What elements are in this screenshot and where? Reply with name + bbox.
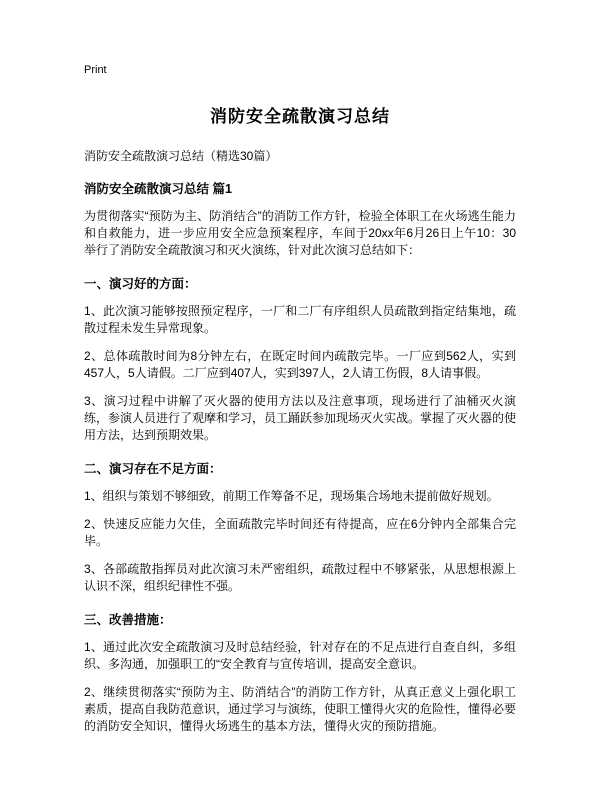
section-heading: 一、演习好的方面： [84,277,197,291]
paragraph: 1、此次演习能够按照预定程序，一厂和二厂有序组织人员疏散到指定结集地，疏散过程未发生异常现象。 [84,304,516,335]
paragraph: 3、各部疏散指挥员对此次演习未严密组织，疏散过程中不够紧张，从思想根源上认识不深，组织纪律性不强。 [84,562,516,593]
section-heading: 三、改善措施： [84,613,172,627]
paragraph: 3、演习过程中讲解了灭火器的使用方法以及注意事项，现场进行了油桶灭火演练，参演人员进行了观摩和学习，员工踊跃参加现场灭火实战。掌握了灭火器的使用方法，达到预期效果。 [84,394,517,442]
section-heading: 二、演习存在不足方面： [84,462,222,476]
paragraph: 2、总体疏散时间为8分钟左右，在既定时间内疏散完毕。一厂应到562人，实到457人，5人请假。二厂应到407人，实到397人，2人请工伤假，8人请事假。 [84,349,516,380]
section-heading: 消防安全疏散演习总结 篇1 [84,182,232,196]
paragraph: 2、继续贯彻落实“预防为主、防消结合”的消防工作方针，从真正意义上强化职工素质，提高自我防范意识，通过学习与演练，使职工懂得火灾的危险性，懂得必要的消防安全知识，懂得火场逃生的基本方法，懂得火灾的预防措施。 [84,685,517,733]
print-link[interactable]: Print [84,64,107,76]
paragraph: 1、组织与策划不够细致，前期工作筹备不足，现场集合场地未提前做好规划。 [84,489,499,503]
paragraph: 1、通过此次安全疏散演习及时总结经验，针对存在的不足点进行自查自纠，多组织、多沟通，加强职工的“安全教育与宣传培训，提高安全意识。 [84,640,516,671]
page-title: 消防安全疏散演习总结 [210,107,390,126]
document-body [84,179,516,735]
paragraph: 为贯彻落实“预防为主、防消结合”的消防工作方针，检验全体职工在火场逃生能力和自救能力，进一步应用安全应急预案程序，车间于20xx年6月26日上午10：30举行了消防安全疏散演习和灭火演练，针对此次演习总结如下： [84,209,516,257]
page-subtitle: 消防安全疏散演习总结（精选30篇） [84,149,278,163]
paragraph: 2、快速反应能力欠佳，全面疏散完毕时间还有待提高，应在6分钟内全部集合完毕。 [84,517,516,548]
